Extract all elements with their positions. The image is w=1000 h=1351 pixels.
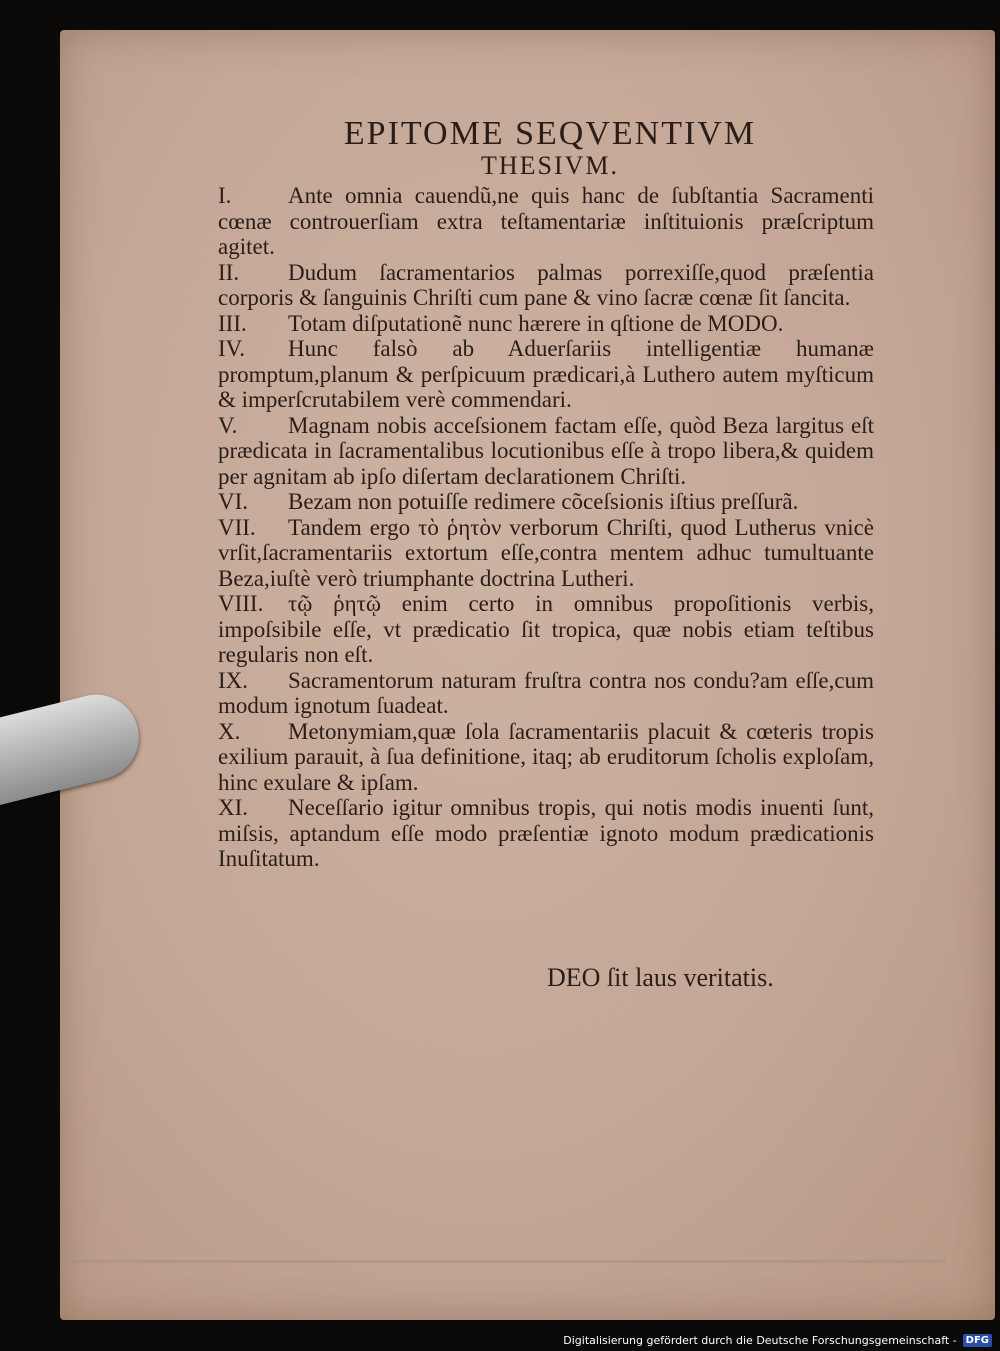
dfg-logo: DFG bbox=[963, 1334, 992, 1347]
thesis-number: XI. bbox=[218, 795, 249, 820]
digitization-credit bbox=[563, 1334, 992, 1347]
thesis-9 bbox=[218, 668, 874, 719]
thesis-7 bbox=[218, 515, 874, 592]
thesis-number: I. bbox=[218, 183, 232, 208]
closing-line: DEO ſit laus veritatis. bbox=[547, 963, 774, 992]
page-title bbox=[300, 115, 800, 181]
thesis-2 bbox=[218, 260, 874, 311]
thesis-text: τῷ ῥητῷ enim certo in omnibus propoſitionis verbis, impoſsibile eſſe, vt prædicatio ſit tropica, quæ nobis etiam teſtibus regularis non eſt. bbox=[218, 591, 874, 667]
thesis-3 bbox=[218, 311, 874, 337]
thesis-11 bbox=[218, 795, 874, 872]
thesis-text: Neceſſario igitur omnibus tropis, qui notis modis inuenti ſunt, miſsis, aptandum eſſe modo præſentiæ ignoto modum prædicationis Inuſitatum. bbox=[218, 795, 874, 871]
thesis-number: VIII. bbox=[218, 591, 264, 616]
theses-list bbox=[218, 183, 874, 872]
thesis-text: Bezam non potuiſſe redimere cõceſsionis iſtius preſſurã. bbox=[288, 489, 799, 514]
thesis-number: III. bbox=[218, 310, 247, 336]
thesis-10 bbox=[218, 719, 874, 796]
thesis-number: V. bbox=[218, 412, 238, 438]
title-line-2: THESIVM. bbox=[480, 151, 620, 180]
thesis-5 bbox=[218, 413, 874, 490]
thesis-text: Hunc falsò ab Aduerſariis intelligentiæ humanæ promptum,planum & perſpicuum prædicari,à Luthero autem myſticum & imperſcrutabilem verè commendari. bbox=[218, 336, 874, 412]
thesis-number: IX. bbox=[218, 667, 249, 693]
thesis-text: Tandem ergo τὸ ῥητὸν verborum Chriſti, quod Lutherus vnicè vrſit,ſacramentariis extortum eſſe,contra mentem adhuc tumultuante Beza,iuſtè verò triumphante doctrina Lutheri. bbox=[218, 514, 874, 591]
thesis-number: II. bbox=[218, 259, 240, 285]
thesis-number: VI. bbox=[218, 489, 249, 514]
thesis-number: VII. bbox=[218, 514, 256, 540]
thesis-1 bbox=[218, 183, 874, 260]
page-edge bbox=[66, 1200, 946, 1263]
thesis-text: Sacramentorum naturam fruſtra contra nos condu?am eſſe,cum modum ignotum ſuadeat. bbox=[218, 667, 874, 718]
thesis-text: Totam diſputationẽ nunc hærere in qſtione de MODO. bbox=[288, 310, 784, 336]
thesis-8 bbox=[218, 591, 874, 668]
thesis-4 bbox=[218, 336, 874, 413]
thesis-text: Magnam nobis acceſsionem factam eſſe, quòd Beza largitus eſt prædicata in ſacramentalibus locutionibus eſſe à tropo libera,& quidem per agnitam ab ipſo diſertam declarationem Chriſti. bbox=[218, 412, 874, 489]
thesis-6 bbox=[218, 489, 874, 515]
thesis-text: Dudum ſacramentarios palmas porrexiſſe,quod præſentia corporis & ſanguinis Chriſti cum pane & vino ſacræ cœnæ ſit ſancita. bbox=[218, 259, 874, 310]
title-line-1: EPITOME SEQVENTIVM bbox=[343, 115, 757, 152]
thesis-number: IV. bbox=[218, 336, 246, 361]
thesis-text: Ante omnia cauendũ,ne quis hanc de ſubſtantia Sacramenti cœnæ controuerſiam extra teſtamentariæ inſtituionis præſcriptum agitet. bbox=[218, 183, 874, 259]
thesis-text: Metonymiam,quæ ſola ſacramentariis placuit & cœteris tropis exilium parauit, à ſua definitione, itaq; ab eruditorum ſcholis exploſam, hinc exulare & ipſam. bbox=[218, 718, 874, 795]
thesis-number: X. bbox=[218, 718, 241, 744]
credit-text: Digitalisierung gefördert durch die Deutsche Forschungsgemeinschaft - bbox=[563, 1334, 957, 1347]
